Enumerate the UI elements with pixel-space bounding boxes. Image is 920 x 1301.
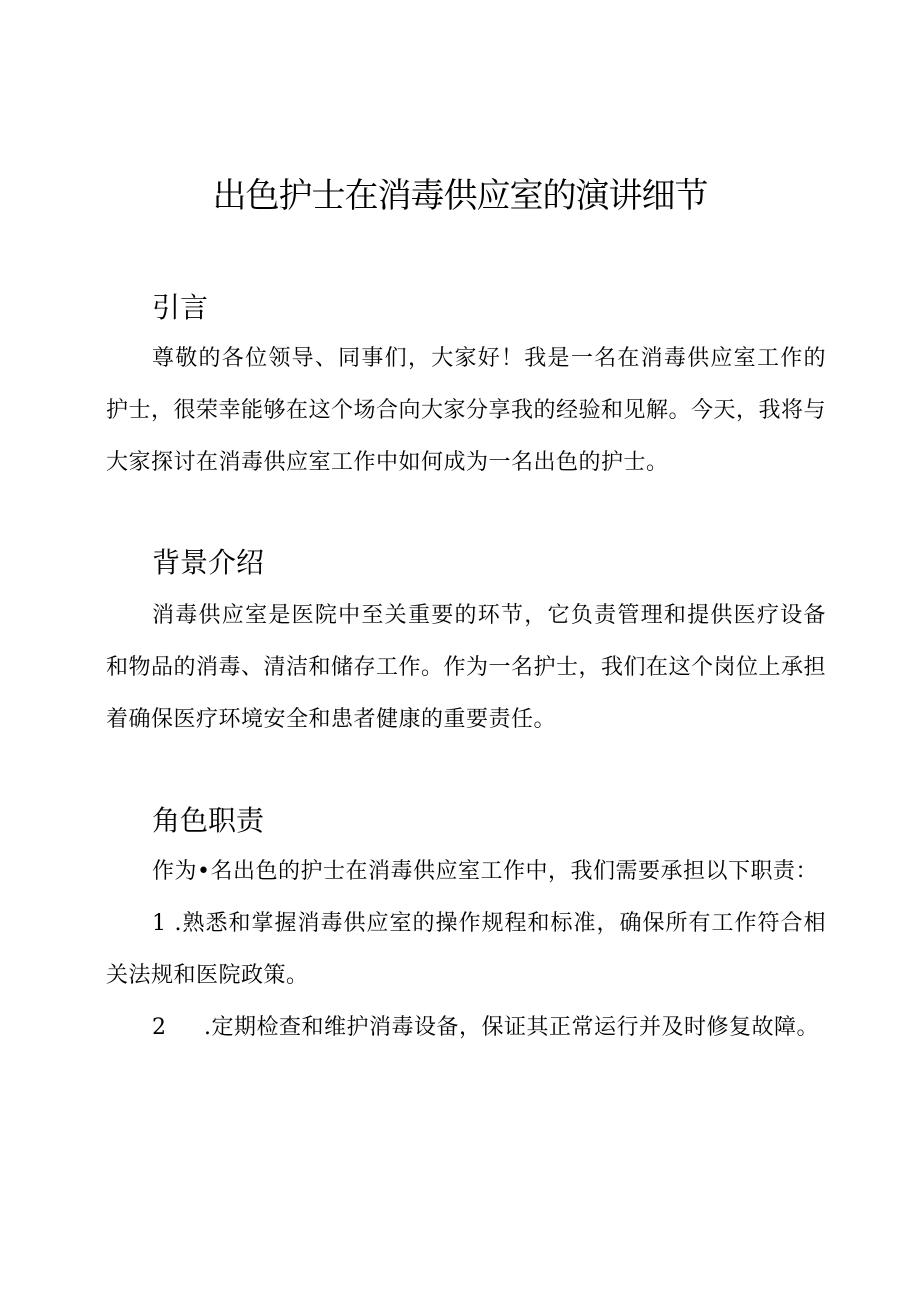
- section-heading-intro: 引言: [152, 291, 209, 324]
- list-item-text: .熟悉和掌握消毒供应室的操作规程和标准，确保所有工作符合相关法规和医院政策。: [106, 911, 826, 988]
- section-paragraph-intro: 尊敬的各位领导、同事们，大家好！我是一名在消毒供应室工作的护士，很荣幸能够在这个场合向大家分享我的经验和见解。今天，我将与大家探讨在消毒供应室工作中如何成为一名出色的护士。: [106, 346, 827, 475]
- section-heading-roles: 角色职责: [152, 804, 265, 837]
- section-paragraph-background: 消毒供应室是医院中至关重要的环节，它负责管理和提供医疗设备和物品的消毒、清洁和储存工作。作为一名护士，我们在这个岗位上承担着确保医疗环境安全和患者健康的重要责任。: [106, 603, 827, 732]
- list-item-number: 1: [152, 911, 167, 936]
- section-paragraph-roles: 作为•名出色的护士在消毒供应室工作中，我们需要承担以下职责：: [152, 859, 818, 884]
- document-title: 出色护士在消毒供应室的演讲细节: [212, 176, 708, 216]
- list-item: [106, 1002, 826, 1054]
- list-item: [106, 898, 826, 1002]
- list-item-text: .定期检查和维护消毒设备，保证其正常运行并及时修复故障。: [204, 1015, 819, 1040]
- list-item-number: 2: [152, 1015, 167, 1040]
- section-heading-background: 背景介绍: [152, 546, 265, 579]
